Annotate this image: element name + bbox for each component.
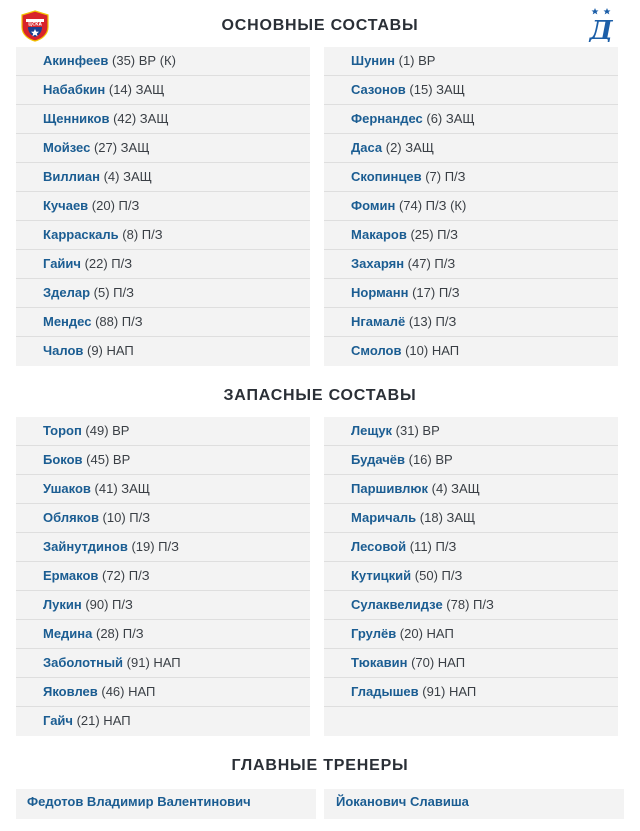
player-row bbox=[16, 562, 310, 591]
player-name-link[interactable]: Шунин bbox=[351, 53, 395, 68]
player-number-position: (7) П/З bbox=[421, 169, 466, 184]
player-number-position: (25) П/З bbox=[406, 227, 458, 242]
player-number-position: (22) П/З bbox=[80, 256, 133, 271]
player-name-link[interactable]: Боков bbox=[43, 452, 83, 467]
player-row bbox=[324, 591, 618, 620]
player-name-link[interactable]: Акинфеев bbox=[43, 53, 109, 68]
player-number-position: (15) ЗАЩ bbox=[405, 82, 465, 97]
player-name-link[interactable]: Сулаквелидзе bbox=[351, 597, 443, 612]
player-name-link[interactable]: Мендес bbox=[43, 314, 92, 329]
player-number-position: (72) П/З bbox=[98, 568, 150, 583]
cska-logo-text: ЦСКА bbox=[28, 21, 42, 27]
head-coaches-title: ГЛАВНЫЕ ТРЕНЕРЫ bbox=[231, 757, 409, 774]
player-name-link[interactable]: Фернандес bbox=[351, 111, 423, 126]
player-row bbox=[16, 279, 310, 308]
starting-lineups-title: ОСНОВНЫЕ СОСТАВЫ bbox=[221, 17, 419, 34]
player-row bbox=[16, 337, 310, 366]
player-name-link[interactable]: Маричаль bbox=[351, 510, 417, 525]
player-name-link[interactable]: Смолов bbox=[351, 343, 402, 358]
player-name-link[interactable]: Фомин bbox=[351, 198, 396, 213]
player-number-position: (2) ЗАЩ bbox=[382, 140, 434, 155]
player-name-link[interactable]: Сазонов bbox=[351, 82, 406, 97]
player-number-position: (28) П/З bbox=[92, 626, 144, 641]
substitutes-title: ЗАПАСНЫЕ СОСТАВЫ bbox=[223, 387, 417, 404]
player-row bbox=[16, 134, 310, 163]
player-name-link[interactable]: Карраскаль bbox=[43, 227, 119, 242]
player-row bbox=[16, 707, 310, 736]
player-row bbox=[324, 250, 618, 279]
starting-home-list bbox=[16, 47, 310, 366]
player-number-position: (1) ВР bbox=[395, 53, 436, 68]
dynamo-logo-text: Д bbox=[589, 16, 613, 42]
player-name-link[interactable]: Тороп bbox=[43, 423, 82, 438]
player-name-link[interactable]: Набабкин bbox=[43, 82, 106, 97]
player-name-link[interactable]: Нгамалё bbox=[351, 314, 406, 329]
player-row bbox=[16, 221, 310, 250]
subs-home-list bbox=[16, 417, 310, 736]
player-name-link[interactable]: Медина bbox=[43, 626, 93, 641]
player-name-link[interactable]: Норманн bbox=[351, 285, 409, 300]
player-number-position: (91) НАП bbox=[123, 655, 181, 670]
player-row bbox=[324, 163, 618, 192]
away-coach-link[interactable]: Йоканович Славиша bbox=[336, 794, 469, 809]
player-name-link[interactable]: Мойзес bbox=[43, 140, 91, 155]
player-number-position: (21) НАП bbox=[72, 713, 131, 728]
player-name-link[interactable]: Тюкавин bbox=[351, 655, 408, 670]
player-row bbox=[324, 504, 618, 533]
away-coach-cell bbox=[324, 789, 624, 819]
player-number-position: (4) ЗАЩ bbox=[428, 481, 480, 496]
player-row bbox=[324, 47, 618, 76]
player-row bbox=[324, 417, 618, 446]
player-number-position: (19) П/З bbox=[127, 539, 179, 554]
player-name-link[interactable]: Зделар bbox=[43, 285, 91, 300]
player-row bbox=[324, 279, 618, 308]
player-name-link[interactable]: Гайч bbox=[43, 713, 73, 728]
player-number-position: (14) ЗАЩ bbox=[105, 82, 165, 97]
player-number-position: (17) П/З bbox=[408, 285, 460, 300]
player-name-link[interactable]: Кучаев bbox=[43, 198, 89, 213]
empty-row bbox=[324, 707, 618, 736]
player-name-link[interactable]: Ермаков bbox=[43, 568, 99, 583]
player-name-link[interactable]: Зайнутдинов bbox=[43, 539, 128, 554]
player-name-link[interactable]: Гладышев bbox=[351, 684, 419, 699]
player-row bbox=[16, 475, 310, 504]
player-number-position: (16) ВР bbox=[405, 452, 453, 467]
player-name-link[interactable]: Кутицкий bbox=[351, 568, 412, 583]
player-row bbox=[324, 221, 618, 250]
player-row bbox=[16, 417, 310, 446]
player-number-position: (13) П/З bbox=[405, 314, 457, 329]
player-number-position: (31) ВР bbox=[392, 423, 440, 438]
player-number-position: (8) П/З bbox=[118, 227, 163, 242]
player-number-position: (49) ВР bbox=[81, 423, 130, 438]
player-row bbox=[324, 562, 618, 591]
player-row bbox=[324, 678, 618, 707]
player-row bbox=[324, 649, 618, 678]
player-name-link[interactable]: Скопинцев bbox=[351, 169, 422, 184]
player-name-link[interactable]: Щенников bbox=[43, 111, 110, 126]
home-coach-link[interactable]: Федотов Владимир Валентинович bbox=[27, 794, 251, 809]
player-number-position: (91) НАП bbox=[418, 684, 477, 699]
player-number-position: (20) НАП bbox=[396, 626, 454, 641]
player-row bbox=[16, 678, 310, 707]
player-number-position: (27) ЗАЩ bbox=[90, 140, 150, 155]
player-row bbox=[324, 446, 618, 475]
player-name-link[interactable]: Макаров bbox=[351, 227, 407, 242]
starting-away-list bbox=[324, 47, 618, 366]
player-number-position: (42) ЗАЩ bbox=[109, 111, 169, 126]
home-coach-cell bbox=[16, 789, 316, 819]
player-row bbox=[16, 649, 310, 678]
player-number-position: (5) П/З bbox=[90, 285, 134, 300]
subs-away-list bbox=[324, 417, 618, 736]
player-row bbox=[324, 533, 618, 562]
player-row bbox=[324, 475, 618, 504]
player-row bbox=[16, 308, 310, 337]
player-number-position: (90) П/З bbox=[81, 597, 133, 612]
player-row bbox=[16, 105, 310, 134]
player-name-link[interactable]: Будачёв bbox=[351, 452, 406, 467]
player-number-position: (10) П/З bbox=[98, 510, 151, 525]
player-number-position: (6) ЗАЩ bbox=[422, 111, 475, 126]
player-row bbox=[324, 192, 618, 221]
player-name-link[interactable]: Обляков bbox=[43, 510, 99, 525]
player-name-link[interactable]: Лесовой bbox=[351, 539, 407, 554]
player-name-link[interactable]: Захарян bbox=[351, 256, 405, 271]
player-name-link[interactable]: Яковлев bbox=[43, 684, 98, 699]
player-number-position: (88) П/З bbox=[91, 314, 143, 329]
player-row bbox=[16, 47, 310, 76]
player-name-link[interactable]: Даса bbox=[351, 140, 383, 155]
player-row bbox=[324, 105, 618, 134]
player-name-link[interactable]: Лукин bbox=[43, 597, 82, 612]
player-number-position: (9) НАП bbox=[83, 343, 134, 358]
player-number-position: (35) ВР (К) bbox=[108, 53, 176, 68]
player-row bbox=[16, 192, 310, 221]
player-name-link[interactable]: Заболотный bbox=[43, 655, 124, 670]
player-row bbox=[16, 250, 310, 279]
player-number-position: (78) П/З bbox=[442, 597, 494, 612]
player-number-position: (41) ЗАЩ bbox=[90, 481, 150, 496]
player-number-position: (70) НАП bbox=[407, 655, 466, 670]
player-row bbox=[16, 591, 310, 620]
player-number-position: (18) ЗАЩ bbox=[416, 510, 476, 525]
player-row bbox=[324, 308, 618, 337]
player-number-position: (10) НАП bbox=[401, 343, 460, 358]
player-row bbox=[324, 620, 618, 649]
player-number-position: (20) П/З bbox=[88, 198, 140, 213]
player-number-position: (11) П/З bbox=[406, 539, 457, 554]
player-row bbox=[324, 76, 618, 105]
player-name-link[interactable]: Виллиан bbox=[43, 169, 100, 184]
player-name-link[interactable]: Ушаков bbox=[43, 481, 91, 496]
player-row bbox=[16, 620, 310, 649]
player-number-position: (46) НАП bbox=[97, 684, 156, 699]
player-number-position: (74) П/З (К) bbox=[395, 198, 467, 213]
player-row bbox=[16, 446, 310, 475]
player-row bbox=[16, 163, 310, 192]
player-number-position: (4) ЗАЩ bbox=[99, 169, 152, 184]
player-row bbox=[16, 533, 310, 562]
player-number-position: (47) П/З bbox=[404, 256, 456, 271]
player-number-position: (50) П/З bbox=[411, 568, 463, 583]
player-number-position: (45) ВР bbox=[82, 452, 131, 467]
player-row bbox=[16, 504, 310, 533]
player-name-link[interactable]: Грулёв bbox=[351, 626, 397, 641]
player-name-link[interactable]: Паршивлюк bbox=[351, 481, 429, 496]
player-name-link[interactable]: Лещук bbox=[351, 423, 393, 438]
player-name-link[interactable]: Гайич bbox=[43, 256, 81, 271]
player-row bbox=[16, 76, 310, 105]
player-row bbox=[324, 134, 618, 163]
player-row bbox=[324, 337, 618, 366]
player-name-link[interactable]: Чалов bbox=[43, 343, 84, 358]
